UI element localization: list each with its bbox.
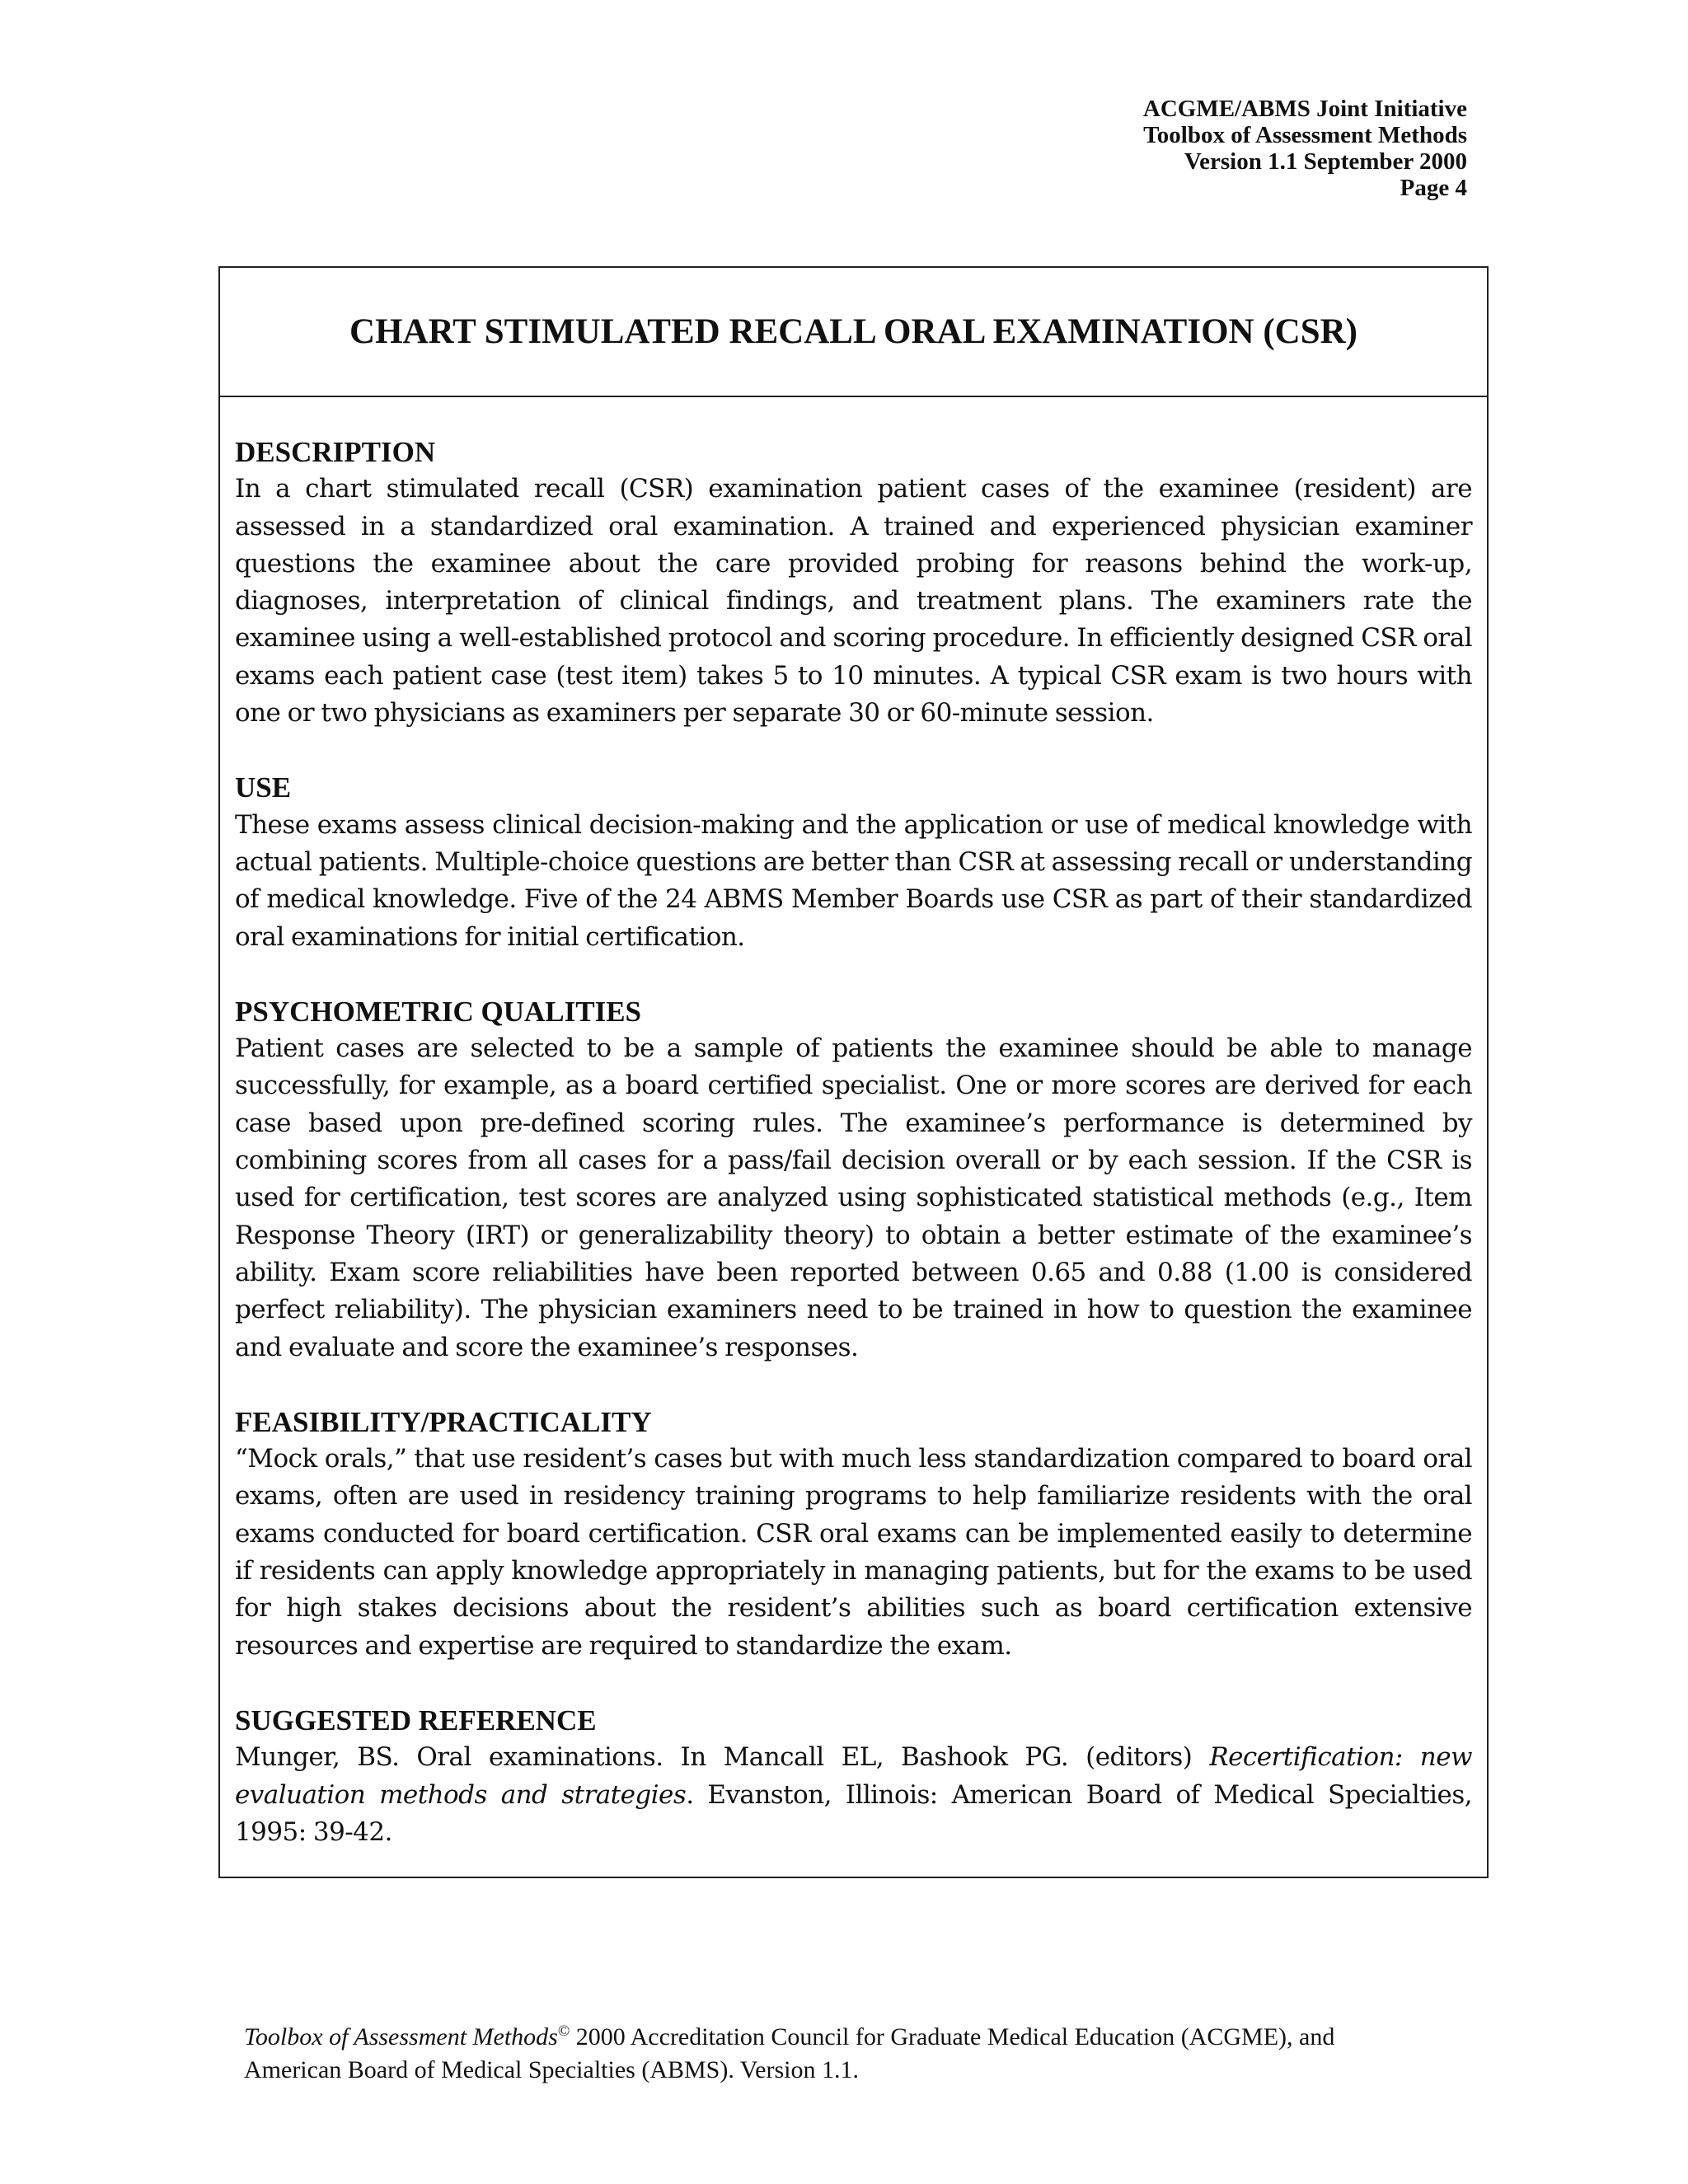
footer-line-1 [244, 2021, 1480, 2054]
section-heading: USE [235, 771, 292, 804]
document-title: CHART STIMULATED RECALL ORAL EXAMINATION (CSR) [349, 312, 1357, 351]
section-heading: SUGGESTED REFERENCE [235, 1704, 597, 1736]
footer-title: Toolbox of Assessment Methods [244, 2023, 558, 2050]
footer-line-2: American Board of Medical Specialties (ABMS). Version 1.1. [244, 2056, 859, 2083]
reference-citation [235, 1739, 1472, 1851]
page-header [1143, 96, 1467, 201]
copyright-symbol: © [557, 2022, 570, 2040]
section-body: “Mock orals,” that use resident’s cases but with much less standardization compared to board oral exams, often are used in residency training programs to help familiarize residents with the oral exams conducted for board certification. CSR oral exams can be implemented easily to determine if residents can apply knowledge appropriately in managing patients, but for the exams to be used for high stakes decisions about the resident’s abilities such as board certification extensive resources and expertise are required to standardize the exam. [235, 1444, 1472, 1661]
header-initiative: ACGME/ABMS Joint Initiative [1142, 96, 1467, 122]
header-toolbox: Toolbox of Assessment Methods [1143, 122, 1467, 148]
section-feasibility [235, 1404, 1472, 1665]
document-box [218, 266, 1489, 1878]
section-heading: DESCRIPTION [235, 436, 436, 468]
citation-publisher: . Evanston, Illinois: American Board of Medical Specialties, 1995: 39-42. [235, 1779, 1472, 1847]
section-psychometric-qualities [235, 993, 1472, 1366]
document-content [220, 397, 1487, 1851]
header-page-number: Page 4 [1400, 175, 1467, 201]
section-body: Patient cases are selected to be a sample of patients the examinee should be able to manage successfully, for example, as a board certified specialist. One or more scores are derived for each case based upon pre-defined scoring rules. The examinee’s performance is determined by combining scores from all cases for a pass/fail decision overall or by each session. If the CSR is used for certification, test scores are analyzed using sophisticated statistical methods (e.g., Item Response Theory (IRT) or generalizability theory) to obtain a better estimate of the examinee’s ability. Exam score reliabilities have been reported between 0.65 and 0.88 (1.00 is considered perfect reliability). The physician examiners need to be trained in how to question the examinee and evaluate and score the examinee’s responses. [235, 1033, 1472, 1362]
title-band [220, 268, 1487, 397]
section-body: These exams assess clinical decision-making and the application or use of medical knowledge with actual patients. Multiple-choice questions are better than CSR at assessing recall or understanding of medical knowledge. Five of the 24 ABMS Member Boards use CSR as part of their standardized oral examinations for initial certification. [235, 809, 1472, 952]
section-heading: PSYCHOMETRIC QUALITIES [235, 995, 642, 1028]
citation-book-title: Recertification: new evaluation methods and strategies [235, 1742, 1472, 1810]
citation-authors: Munger, BS. Oral examinations. In Mancall EL, Bashook PG. (editors) [235, 1742, 1210, 1773]
section-heading: FEASIBILITY/PRACTICALITY [235, 1405, 652, 1438]
section-use [235, 769, 1472, 955]
page-footer [244, 2021, 1480, 2087]
section-body: In a chart stimulated recall (CSR) examination patient cases of the examinee (resident) are assessed in a standardized oral examination. A trained and experienced physician examiner questions the examinee about the care provided probing for reasons behind the work-up, diagnoses, interpretation of clinical findings, and treatment plans. The examiners rate the examinee using a well-established protocol and scoring procedure. In efficiently designed CSR oral exams each patient case (test item) takes 5 to 10 minutes. A typical CSR exam is two hours with one or two physicians as examiners per separate 30 or 60-minute session. [235, 474, 1472, 729]
section-suggested-reference [235, 1702, 1472, 1851]
section-description [235, 434, 1472, 732]
footer-copyright-text: 2000 Accreditation Council for Graduate Medical Education (ACGME), and [570, 2023, 1335, 2050]
header-version: Version 1.1 September 2000 [1184, 148, 1467, 175]
